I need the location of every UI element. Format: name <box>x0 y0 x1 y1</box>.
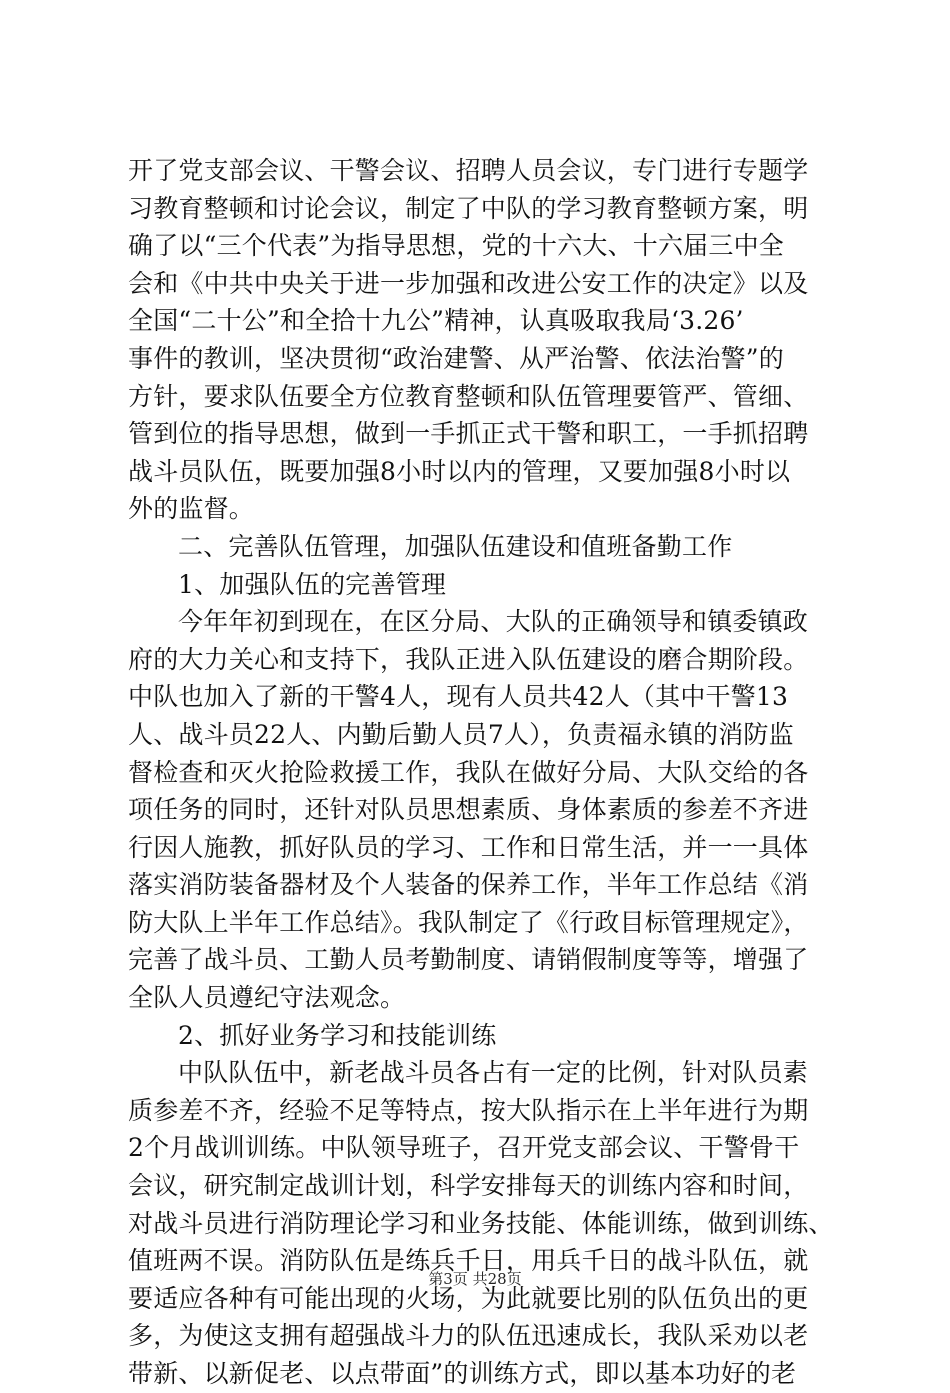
text-line: 带新、以新促老、以点带面”的训练方式，即以基本功好的老 <box>128 1359 797 1388</box>
text-line: 会和《中共中央关于进一步加强和改进公安工作的决定》以及 <box>128 268 809 298</box>
text-line: 外的监督。 <box>128 494 255 524</box>
section-heading: 二、完善队伍管理，加强队伍建设和值班备勤工作 <box>178 531 733 561</box>
text-line: 会议，研究制定战训计划，科学安排每天的训练内容和时间， <box>128 1171 809 1201</box>
page-number-footer: 第3页 共28页 <box>428 1270 522 1288</box>
text-line: 府的大力关心和支持下，我队正进入队伍建设的磨合期阶段。 <box>128 644 809 674</box>
text-line: 习教育整顿和讨论会议，制定了中队的学习教育整顿方案，明 <box>128 193 809 223</box>
text-line: 战斗员队伍，既要加强8小时以内的管理，又要加强8小时以 <box>128 456 791 486</box>
subsection-heading: 1、加强队伍的完善管理 <box>178 569 447 599</box>
text-line: 全国“二十公”和全拾十九公”精神，认真吸取我局‘3.26’ <box>128 306 744 336</box>
text-line: 落实消防装备器材及个人装备的保养工作，半年工作总结《消 <box>128 870 809 900</box>
text-line: 要适应各种有可能出现的火场，为此就要比别的队伍负出的更 <box>128 1283 809 1313</box>
subsection-heading: 2、抓好业务学习和技能训练 <box>178 1020 497 1050</box>
text-line: 行因人施教，抓好队员的学习、工作和日常生活，并一一具体 <box>128 832 809 862</box>
document-body <box>128 152 833 1393</box>
text-line: 中队也加入了新的干警4人，现有人员共42人（其中干警13 <box>128 682 789 712</box>
text-line: 事件的教训，坚决贯彻“政治建警、从严治警、依法治警”的 <box>128 343 784 373</box>
text-line: 项任务的同时，还针对队员思想素质、身体素质的参差不齐进 <box>128 795 809 825</box>
text-line: 管到位的指导思想，做到一手抓正式干警和职工，一手抓招聘 <box>128 419 809 449</box>
text-line: 开了党支部会议、干警会议、招聘人员会议，专门进行专题学 <box>128 156 809 185</box>
text-line: 今年年初到现在，在区分局、大队的正确领导和镇委镇政 <box>178 607 809 637</box>
text-line: 多，为使这支拥有超强战斗力的队伍迅速成长，我队采劝以老 <box>128 1321 809 1351</box>
text-line: 对战斗员进行消防理论学习和业务技能、体能训练，做到训练、 <box>128 1208 834 1238</box>
text-line: 2个月战训训练。中队领导班子，召开党支部会议、干警骨干 <box>128 1133 800 1163</box>
text-line: 值班两不误。消防队伍是练兵千日，用兵千日的战斗队伍，就 <box>128 1246 809 1276</box>
text-line: 中队队伍中，新老战斗员各占有一定的比例，针对队员素 <box>178 1058 809 1088</box>
text-line: 质参差不齐，经验不足等特点，按大队指示在上半年进行为期 <box>128 1095 809 1125</box>
text-line: 完善了战斗员、工勤人员考勤制度、请销假制度等等，增强了 <box>128 945 809 975</box>
text-line: 人、战斗员22人、内勤后勤人员7人），负责福永镇的消防监 <box>128 719 794 749</box>
text-line: 确了以“三个代表”为指导思想，党的十六大、十六届三中全 <box>128 231 784 261</box>
text-line: 防大队上半年工作总结》。我队制定了《行政目标管理规定》， <box>128 907 809 937</box>
text-line: 督检查和灭火抢险救援工作，我队在做好分局、大队交给的各 <box>128 757 809 787</box>
text-line: 方针，要求队伍要全方位教育整顿和队伍管理要管严、管细、 <box>128 381 809 411</box>
text-line: 全队人员遵纪守法观念。 <box>128 983 406 1013</box>
